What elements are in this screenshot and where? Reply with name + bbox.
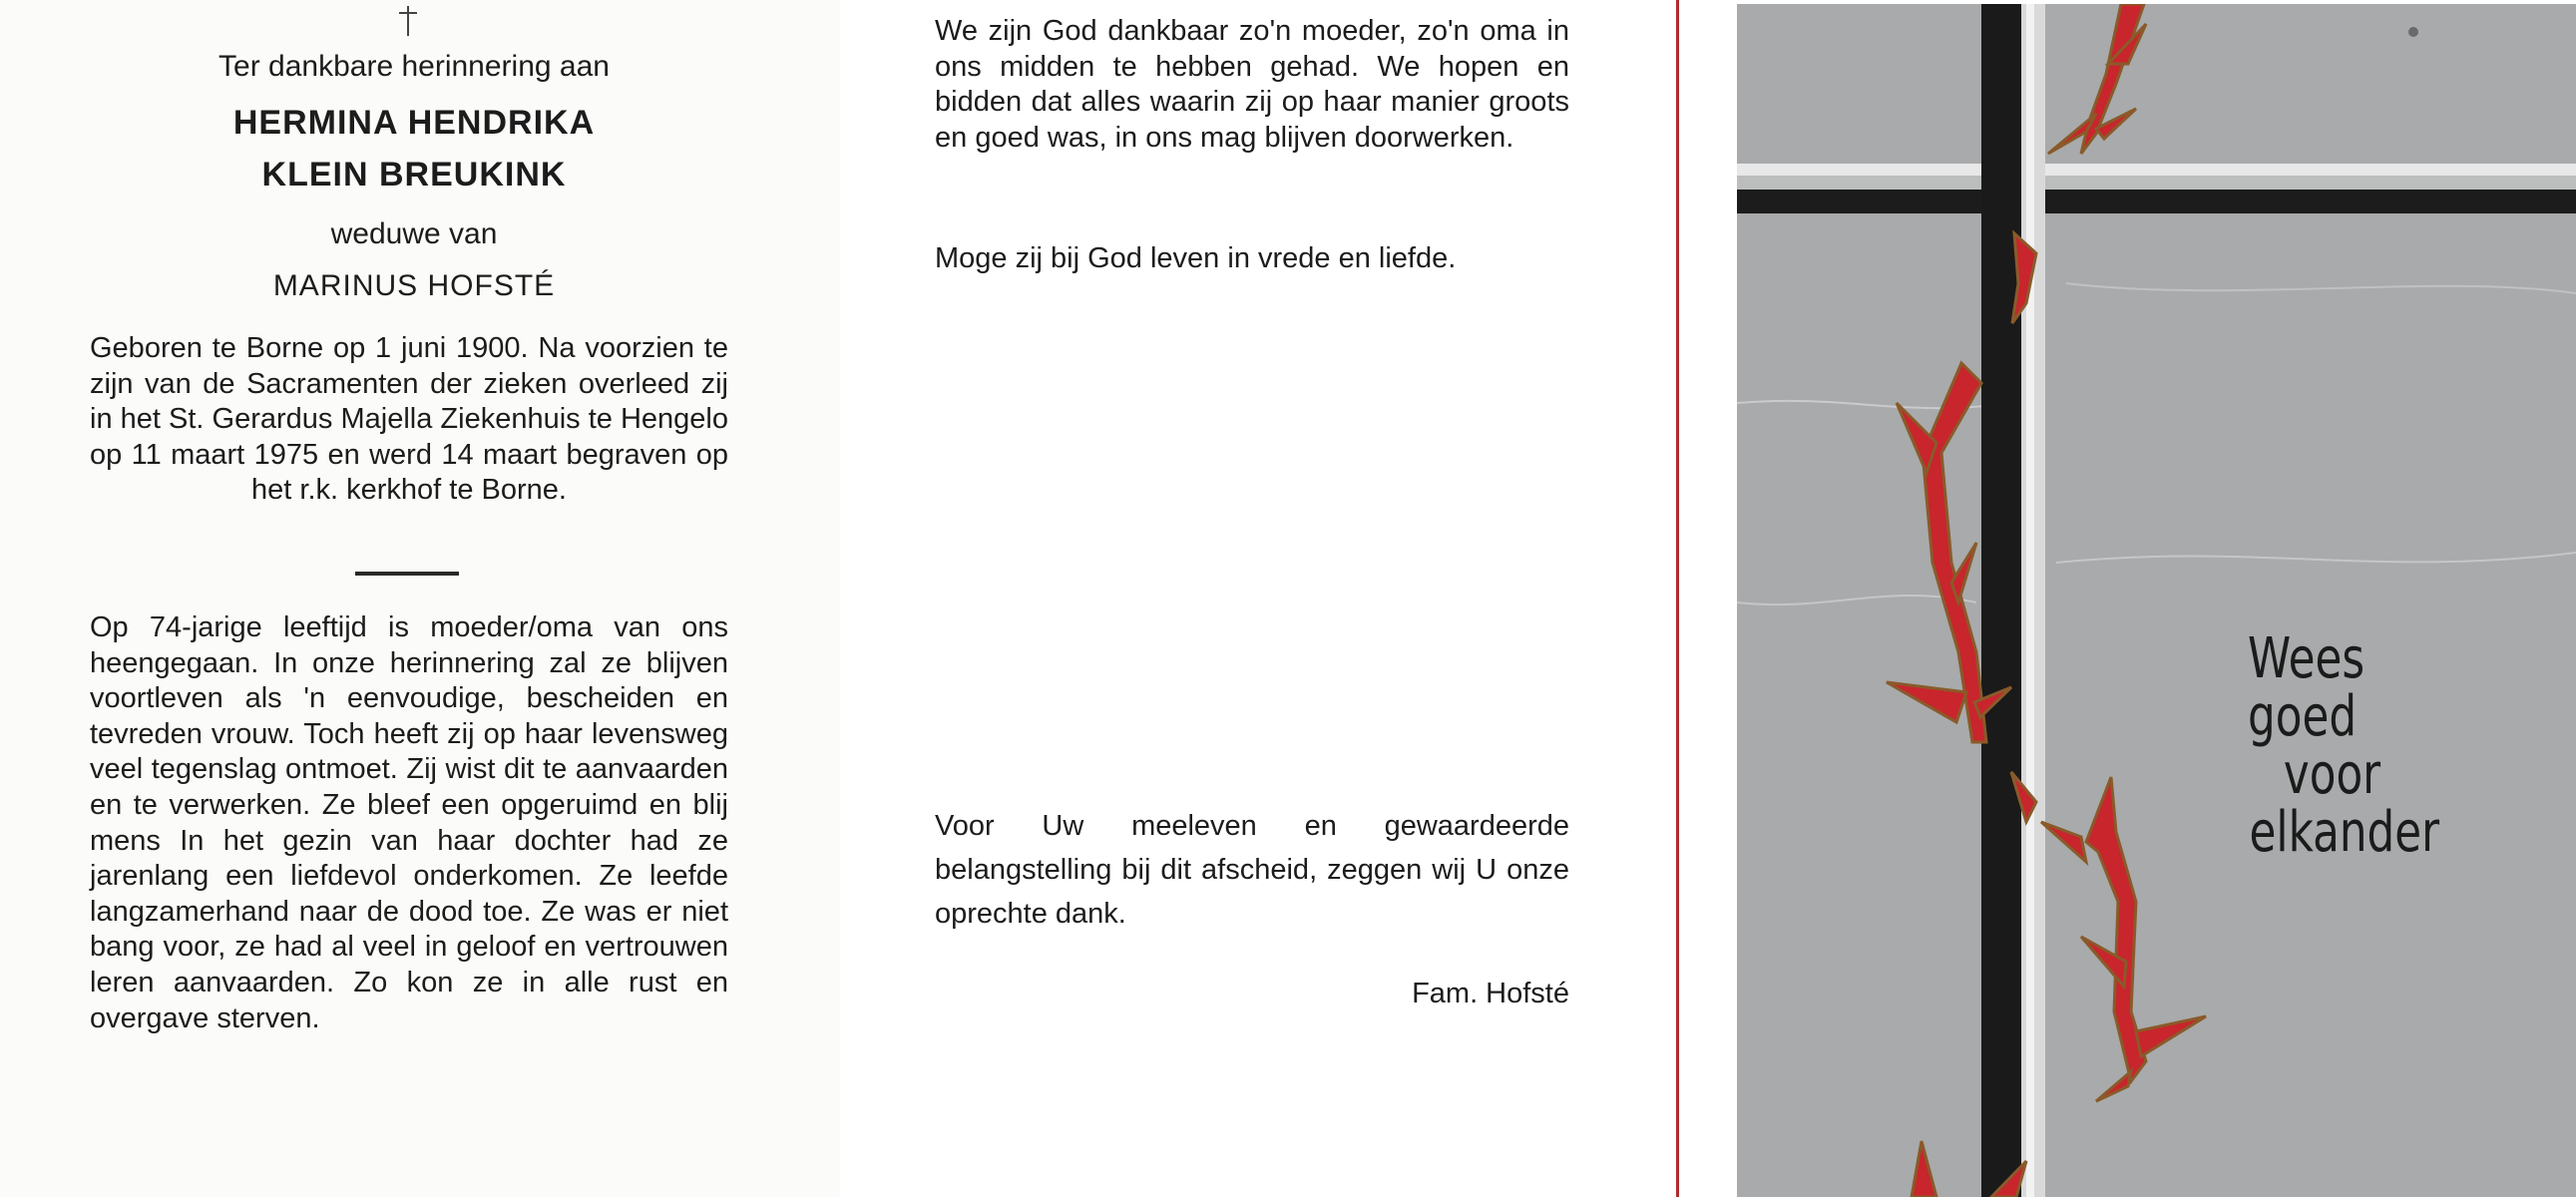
family-signature: Fam. Hofsté (1412, 978, 1569, 1009)
paper-spot (2408, 27, 2418, 37)
page-gap (1679, 0, 1737, 1197)
section-divider (355, 572, 459, 576)
motto-text (2248, 626, 2473, 865)
card-front-cover (1737, 4, 2576, 1197)
cross-thorns-illustration (1737, 4, 2576, 1197)
crease-line (2066, 283, 2576, 293)
motto-line-2: goed (2248, 684, 2358, 749)
widow-of-text: weduwe van (330, 217, 498, 250)
prayer-line: Moge zij bij God leven in vrede en liefde. (935, 242, 1457, 274)
gratitude-paragraph: We zijn God dankbaar zo'n moeder, zo'n oma in ons midden te hebben gehad. We hopen en bidden dat alles waarin zij op haar manier groots en goed was, in ons mag blijven doorwerken. (935, 15, 1569, 154)
thorn-branch-top (2048, 4, 2146, 154)
memorial-middle-page (840, 0, 1678, 1197)
intro-text: Ter dankbare herinnering aan (218, 50, 610, 83)
deceased-name-line2: KLEIN BREUKINK (261, 156, 567, 194)
birth-death-paragraph: Geboren te Borne op 1 juni 1900. Na voorzien te zijn van de Sacramenten der zieken overleed zij in het St. Gerardus Majella Ziekenhuis te Hengelo op 11 maart 1975 en werd 14 maart begraven op het r.k. kerkhof te Borne. (90, 332, 728, 506)
motto-line-1: Wees (2248, 626, 2365, 691)
cross-vertical-beam (1981, 4, 2021, 1197)
deceased-name-line1: HERMINA HENDRIKA (232, 104, 596, 142)
crease-line (2056, 553, 2576, 563)
motto-line-4: elkander (2249, 800, 2440, 865)
thorn-branch-bottom (1912, 777, 2206, 1197)
crease-line (1737, 596, 1976, 604)
motto-line-3: voor (2283, 742, 2381, 807)
cross-icon (388, 2, 428, 38)
tribute-paragraph: Op 74-jarige leeftijd is moeder/oma van ons heengegaan. In onze herinnering zal ze blijven voortleven als 'n eenvoudige, bescheiden en tevreden vrouw. Toch heeft zij op haar levensweg veel tegenslag ontmoet. Zij wist dit te aanvaarden en te verwerken. Ze bleef een opgeruimd en blij mens In het gezin van haar dochter had ze jarenlang een liefdevol onderkomen. Ze leefde langzamerhand naar de dood toe. Ze was er niet bang voor, ze had al veel in geloof en vertrouwen leren aanvaarden. Zo kon ze in alle rust en overgave sterven. (90, 611, 728, 1034)
thanks-paragraph: Voor Uw meeleven en gewaardeerde belangstelling bij dit afscheid, zeggen wij U onze oprechte dank. (935, 810, 1569, 930)
cross-horizontal-bar (1737, 190, 2576, 213)
husband-name: MARINUS HOFSTÉ (272, 269, 556, 302)
